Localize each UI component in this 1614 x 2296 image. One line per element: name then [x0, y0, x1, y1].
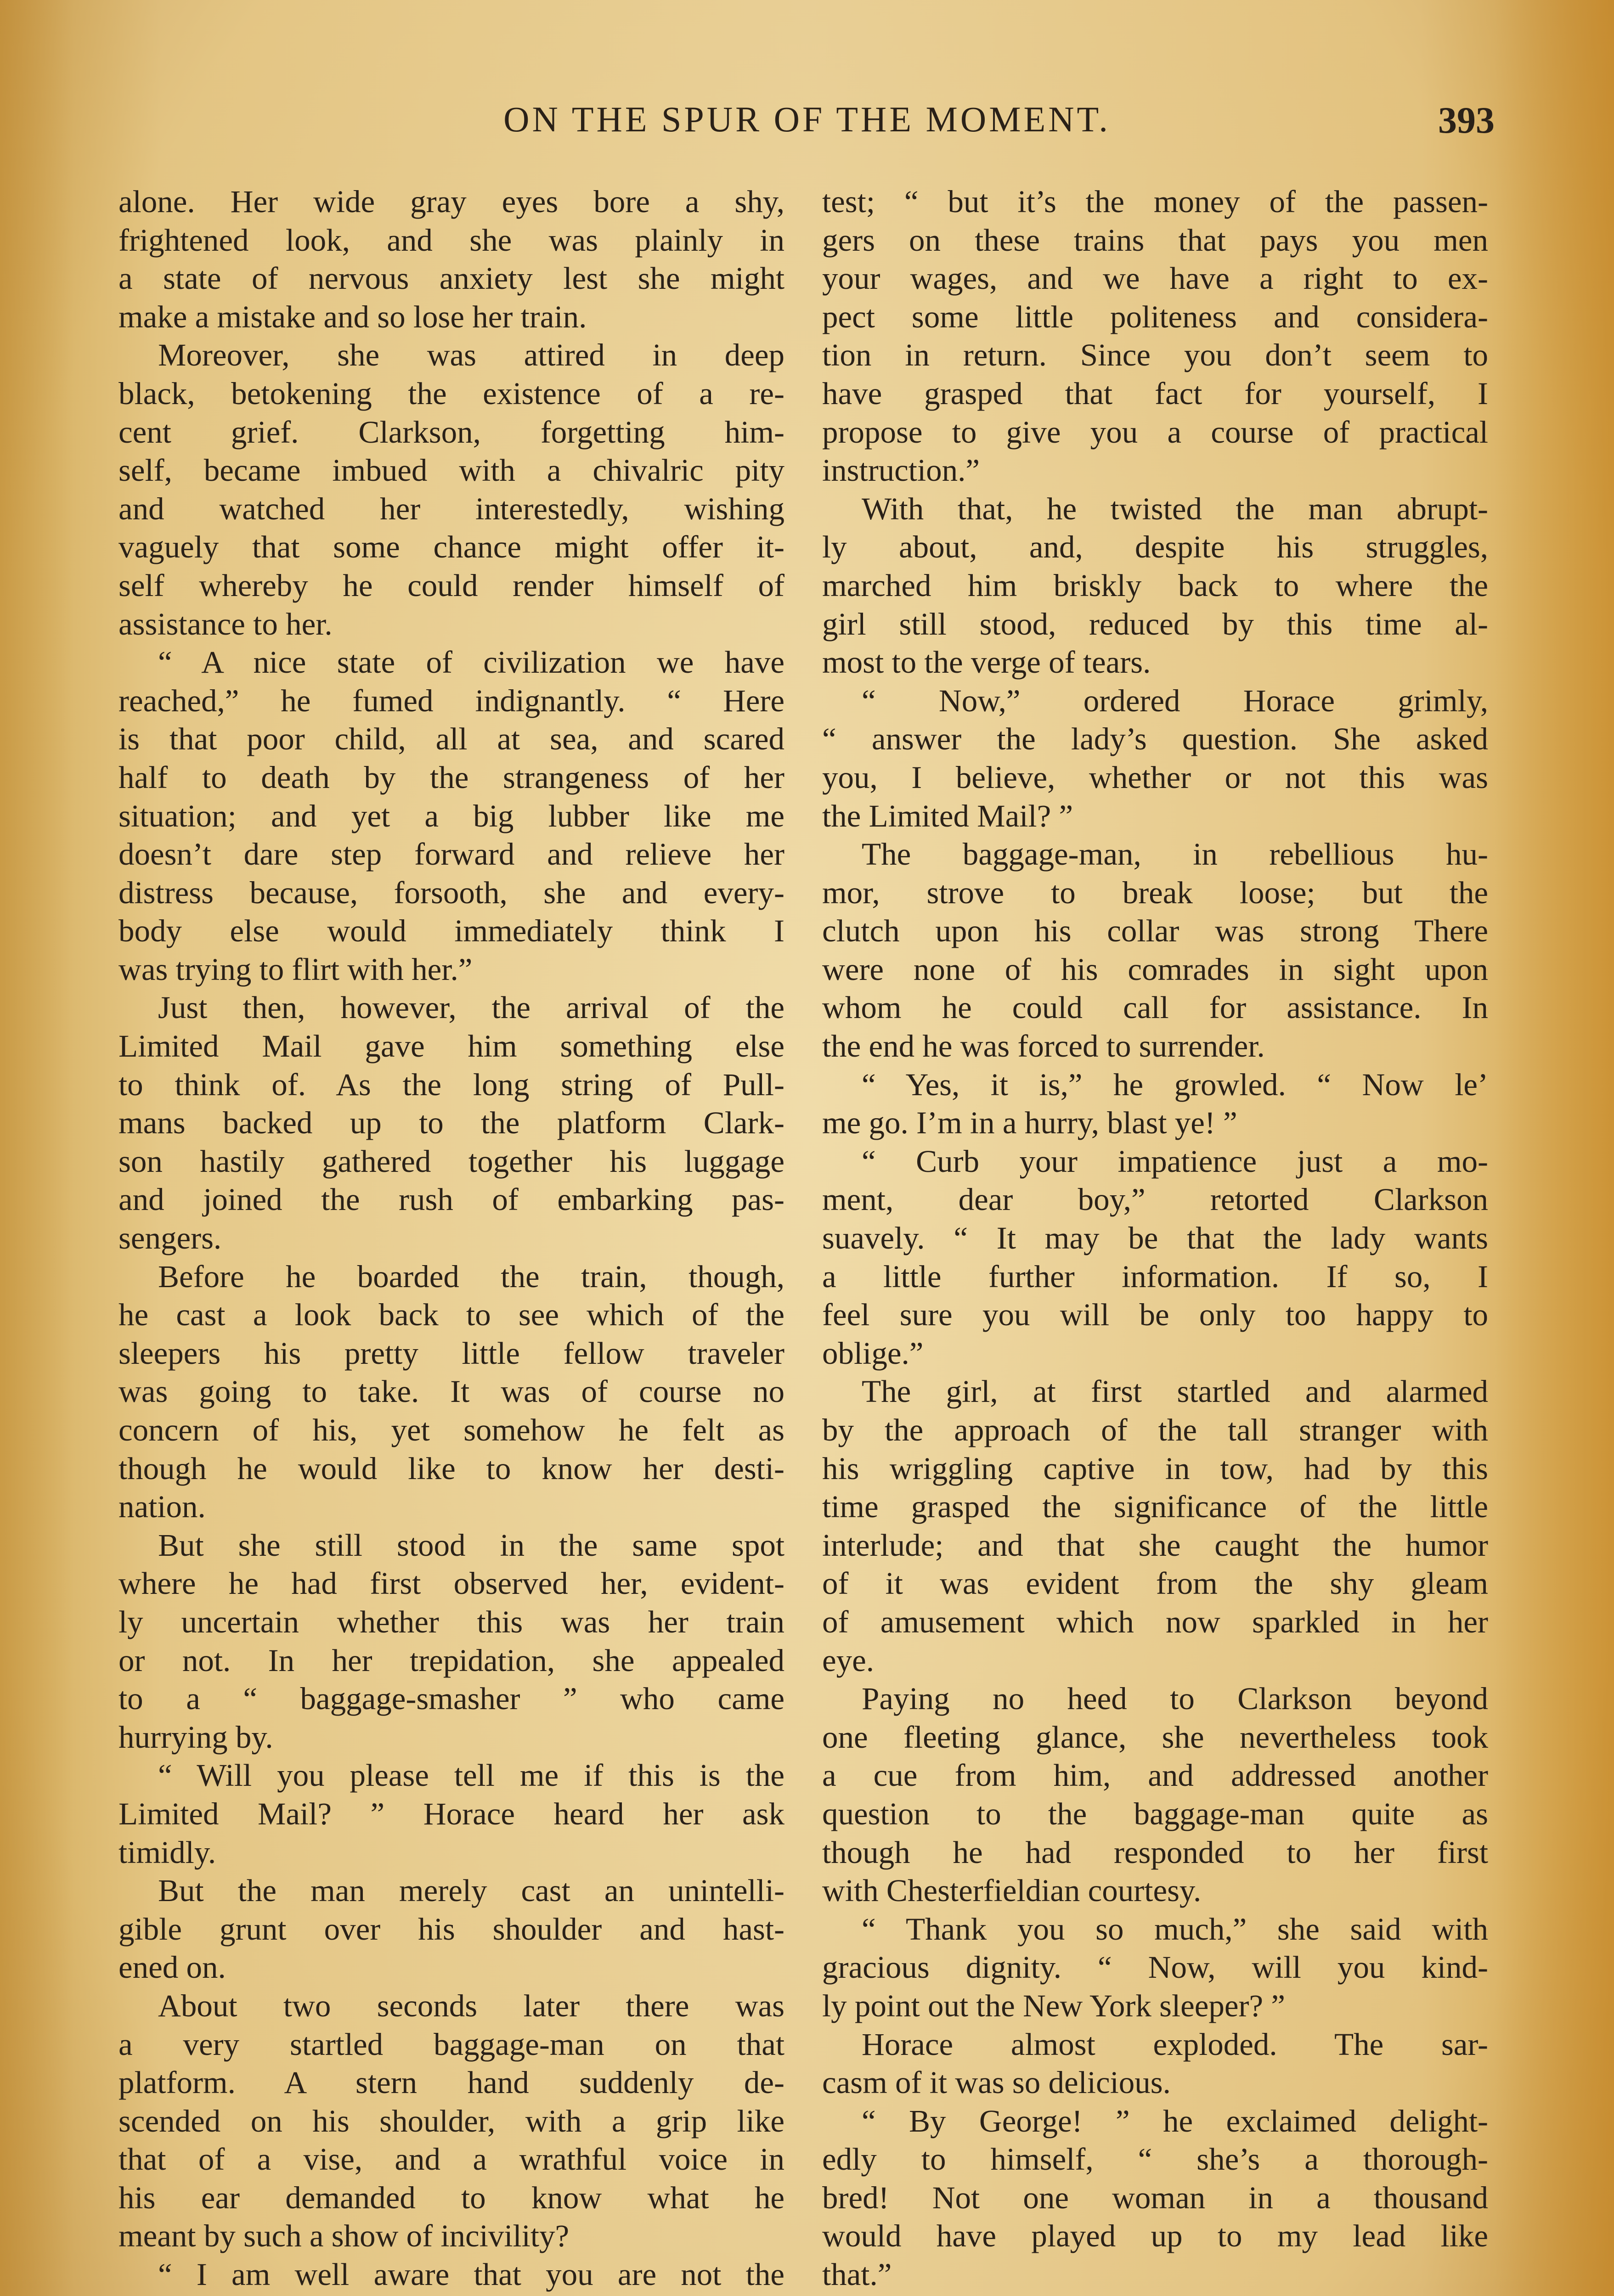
- text-line: a cue from him, and addressed another: [822, 1758, 1488, 1793]
- text-line: suavely. “ It may be that the lady wants: [822, 1221, 1488, 1256]
- text-line: half to death by the strangeness of her: [119, 760, 784, 795]
- text-line: doesn’t dare step forward and relieve her: [119, 837, 784, 872]
- text-line: propose to give you a course of practical: [822, 414, 1488, 450]
- text-column-right: [822, 183, 1488, 2296]
- text-column-left: [119, 183, 784, 2296]
- text-line: Just then, however, the arrival of the: [158, 990, 784, 1025]
- text-line: gible grunt over his shoulder and hast-: [119, 1911, 784, 1947]
- text-line: sengers.: [119, 1221, 222, 1256]
- page-number: 393: [1438, 99, 1495, 141]
- text-line: hurrying by.: [119, 1719, 273, 1755]
- text-line: nation.: [119, 1489, 206, 1525]
- text-line: reached,” he fumed indignantly. “ Here: [119, 683, 784, 718]
- text-line: his ear demanded to know what he: [119, 2180, 784, 2215]
- text-line: bred! Not one woman in a thousand: [822, 2180, 1488, 2215]
- text-line: son hastily gathered together his luggage: [119, 1143, 784, 1179]
- text-line: “ I am well aware that you are not the: [158, 2257, 784, 2292]
- text-line: interlude; and that she caught the humor: [822, 1527, 1488, 1563]
- text-line: and watched her interestedly, wishing: [119, 491, 784, 526]
- text-line: the end he was forced to surrender.: [822, 1029, 1265, 1064]
- text-line: With that, he twisted the man abrupt-: [862, 491, 1488, 526]
- text-line: The girl, at first startled and alarmed: [862, 1374, 1488, 1409]
- text-line: pect some little politeness and considera-: [822, 299, 1488, 334]
- text-line: About two seconds later there was: [158, 1988, 784, 2023]
- text-line: But the man merely cast an unintelli-: [158, 1873, 784, 1908]
- text-line: Limited Mail? ” Horace heard her ask: [119, 1796, 784, 1831]
- text-line: a little further information. If so, I: [822, 1259, 1488, 1294]
- text-line: edly to himself, “ she’s a thorough-: [822, 2142, 1488, 2177]
- text-line: distress because, forsooth, she and every-: [119, 875, 784, 910]
- text-line: sleepers his pretty little fellow traveler: [119, 1335, 784, 1371]
- aged-paper-edge-right: [1495, 0, 1614, 2296]
- text-line: But she still stood in the same spot: [158, 1527, 784, 1563]
- text-line: though he had responded to her first: [822, 1835, 1488, 1870]
- text-line: scended on his shoulder, with a grip like: [119, 2103, 784, 2138]
- text-line: though he would like to know her desti-: [119, 1451, 784, 1486]
- text-line: of amusement which now sparkled in her: [822, 1604, 1488, 1639]
- text-line: Moreover, she was attired in deep: [158, 338, 784, 373]
- text-line: his wriggling captive in tow, had by this: [822, 1451, 1488, 1486]
- text-line: platform. A stern hand suddenly de-: [119, 2065, 784, 2100]
- text-line: “ answer the lady’s question. She asked: [822, 721, 1488, 757]
- text-line: The baggage-man, in rebellious hu-: [862, 837, 1488, 872]
- text-line: a state of nervous anxiety lest she might: [119, 261, 784, 296]
- text-line: where he had first observed her, evident-: [119, 1566, 784, 1601]
- text-line: ly uncertain whether this was her train: [119, 1604, 784, 1639]
- text-line: alone. Her wide gray eyes bore a shy,: [119, 184, 784, 219]
- text-line: Before he boarded the train, though,: [158, 1259, 784, 1294]
- text-line: would have played up to my lead like: [822, 2218, 1488, 2254]
- text-line: gers on these trains that pays you men: [822, 222, 1488, 258]
- text-line: of it was evident from the shy gleam: [822, 1566, 1488, 1601]
- text-line: mor, strove to break loose; but the: [822, 875, 1488, 910]
- running-title: ON THE SPUR OF THE MOMENT.: [503, 99, 1111, 139]
- text-line: vaguely that some chance might offer it-: [119, 529, 784, 565]
- text-line: Limited Mail gave him something else: [119, 1029, 784, 1064]
- text-line: situation; and yet a big lubber like me: [119, 798, 784, 833]
- text-line: [119, 2294, 784, 2296]
- text-line: black, betokening the existence of a re-: [119, 376, 784, 411]
- text-line: whom he could call for assistance. In: [822, 990, 1488, 1025]
- text-line: Horace almost exploded. The sar-: [862, 2026, 1488, 2062]
- text-line: oblige.”: [822, 1335, 924, 1371]
- text-line: “ Now,” ordered Horace grimly,: [862, 683, 1488, 718]
- text-line: cent grief. Clarkson, forgetting him-: [119, 414, 784, 450]
- text-line: “ A nice state of civilization we have: [158, 645, 784, 680]
- text-line: casm of it was so delicious.: [822, 2065, 1171, 2100]
- text-line: one fleeting glance, she nevertheless took: [822, 1719, 1488, 1755]
- text-line: was trying to flirt with her.”: [119, 951, 473, 987]
- text-line: question to the baggage-man quite as: [822, 1796, 1488, 1831]
- text-line: with Chesterfieldian courtesy.: [822, 1873, 1202, 1908]
- text-line: “ Curb your impatience just a mo-: [862, 1143, 1488, 1179]
- text-line: timidly.: [119, 1835, 216, 1870]
- text-line: and joined the rush of embarking pas-: [119, 1182, 784, 1217]
- text-line: your wages, and we have a right to ex-: [822, 261, 1488, 296]
- text-line: assistance to her.: [119, 606, 333, 642]
- text-line: self whereby he could render himself of: [119, 568, 784, 603]
- text-line: body else would immediately think I: [119, 913, 784, 949]
- text-line: eye.: [822, 1643, 875, 1678]
- text-line: Paying no heed to Clarkson beyond: [862, 1681, 1488, 1716]
- text-line: “ Yes, it is,” he growled. “ Now le’: [862, 1067, 1488, 1102]
- text-line: instruction.”: [822, 453, 980, 488]
- text-line: was going to take. It was of course no: [119, 1374, 784, 1409]
- text-line: frightened look, and she was plainly in: [119, 222, 784, 258]
- text-line: girl still stood, reduced by this time al-: [822, 606, 1488, 642]
- text-line: that.”: [822, 2257, 892, 2292]
- text-line: to think of. As the long string of Pull-: [119, 1067, 784, 1102]
- text-line: make a mistake and so lose her train.: [119, 299, 587, 334]
- text-line: feel sure you will be only too happy to: [822, 1297, 1488, 1333]
- text-line: ened on.: [119, 1950, 226, 1985]
- text-line: tion in return. Since you don’t seem to: [822, 338, 1488, 373]
- text-line: a very startled baggage-man on that: [119, 2026, 784, 2062]
- text-line: ment, dear boy,” retorted Clarkson: [822, 1182, 1488, 1217]
- text-line: have grasped that fact for yourself, I: [822, 376, 1488, 411]
- text-line: “ By George! ” he exclaimed delight-: [862, 2103, 1488, 2138]
- text-line: “ Thank you so much,” she said with: [862, 1911, 1488, 1947]
- text-line: by the approach of the tall stranger with: [822, 1412, 1488, 1447]
- text-line: “ Will you please tell me if this is the: [158, 1758, 784, 1793]
- text-line: most to the verge of tears.: [822, 645, 1151, 680]
- text-line: me go. I’m in a hurry, blast ye! ”: [822, 1105, 1237, 1141]
- text-line: clutch upon his collar was strong There: [822, 913, 1488, 949]
- text-line: self, became imbued with a chivalric pity: [119, 453, 784, 488]
- text-line: concern of his, yet somehow he felt as: [119, 1412, 784, 1447]
- aged-paper-edge-left: [0, 0, 73, 2296]
- text-line: to a “ baggage-smasher ” who came: [119, 1681, 784, 1716]
- text-line: gracious dignity. “ Now, will you kind-: [822, 1950, 1488, 1985]
- text-line: time grasped the significance of the little: [822, 1489, 1488, 1525]
- text-line: ly about, and, despite his struggles,: [822, 529, 1488, 565]
- text-line: you, I believe, whether or not this was: [822, 760, 1488, 795]
- text-line: he cast a look back to see which of the: [119, 1297, 784, 1333]
- text-line: were none of his comrades in sight upon: [822, 951, 1488, 987]
- text-line: [822, 2294, 1488, 2296]
- text-line: mans backed up to the platform Clark-: [119, 1105, 784, 1141]
- text-line: meant by such a show of incivility?: [119, 2218, 570, 2254]
- text-line: ly point out the New York sleeper? ”: [822, 1988, 1285, 2023]
- text-line: the Limited Mail? ”: [822, 798, 1073, 833]
- text-line: marched him briskly back to where the: [822, 568, 1488, 603]
- text-line: or not. In her trepidation, she appealed: [119, 1643, 784, 1678]
- text-line: test; “ but it’s the money of the passen-: [822, 184, 1488, 219]
- text-line: is that poor child, all at sea, and scared: [119, 721, 784, 757]
- text-line: that of a vise, and a wrathful voice in: [119, 2142, 784, 2177]
